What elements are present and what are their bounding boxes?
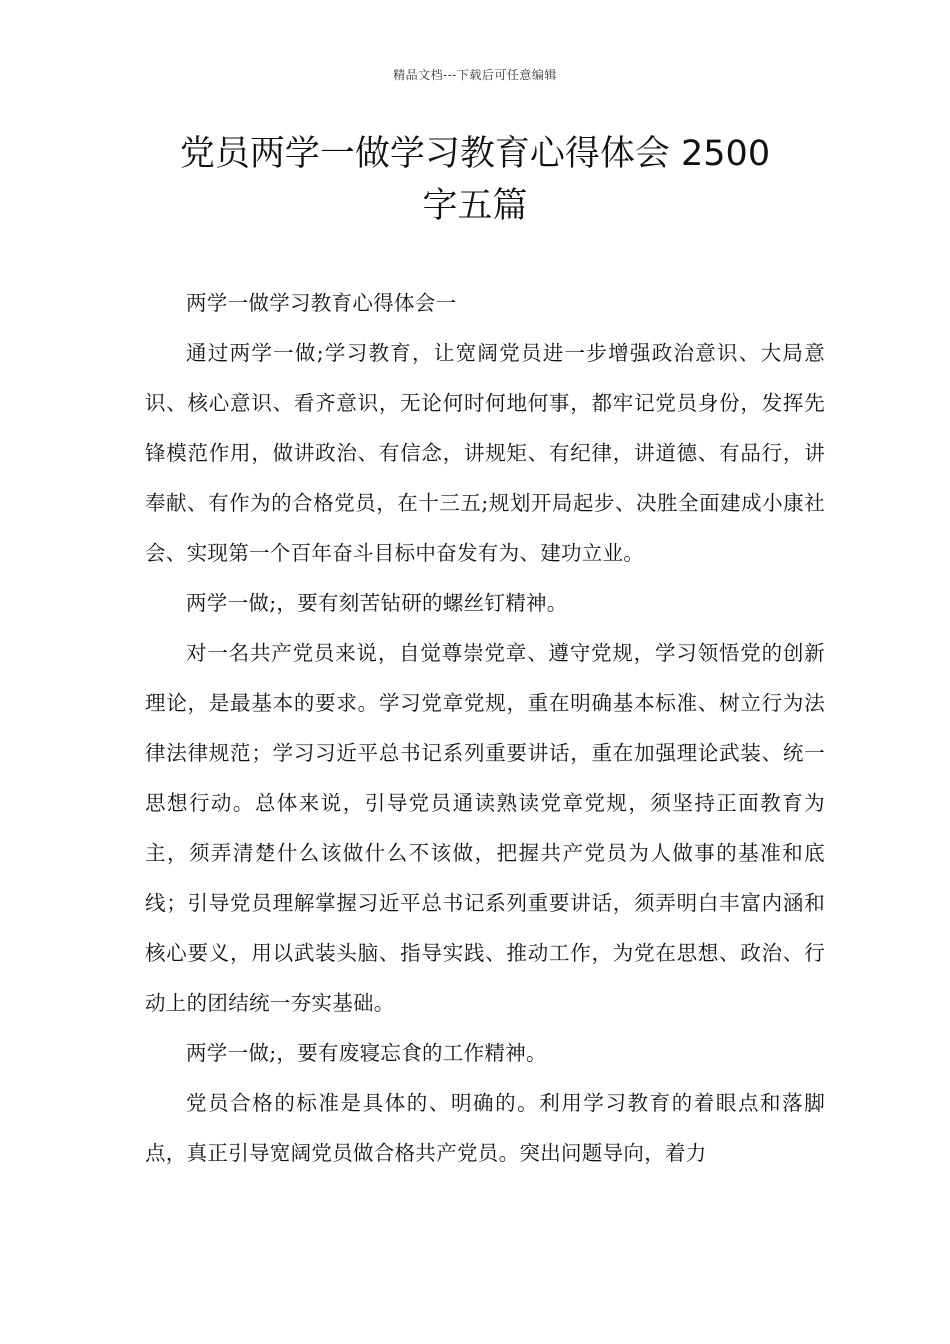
- title-line-1: 党员两学一做学习教育心得体会 2500: [179, 134, 771, 174]
- paragraph: 通过两学一做;学习教育，让宽阔党员进一步增强政治意识、大局意识、核心意识、看齐意识，无论何时何地何事，都牢记党员身份，发挥先锋模范作用，做讲政治、有信念，讲规矩、有纪律，讲道德、有品行，讲奉献、有作为的合格党员，在十三五;规划开局起步、决胜全面建成小康社会、实现第一个百年奋斗目标中奋发有为、建功立业。: [145, 341, 825, 565]
- paragraph: 对一名共产党员来说，自觉尊崇党章、遵守党规，学习领悟党的创新理论，是最基本的要求。学习党章党规，重在明确基本标准、树立行为法律法律规范；学习习近平总书记系列重要讲话，重在加强理论武装、统一思想行动。总体来说，引导党员通读熟读党章党规，须坚持正面教育为主，须弄清楚什么该做什么不该做，把握共产党员为人做事的基准和底线；引导党员理解掌握习近平总书记系列重要讲话，须弄明白丰富内涵和核心要义，用以武装头脑、指导实践、推动工作，为党在思想、政治、行动上的团结统一夯实基础。: [145, 641, 825, 1015]
- section-heading: 两学一做学习教育心得体会一: [186, 291, 457, 315]
- page-title: [100, 128, 850, 232]
- paragraph-subheading: 两学一做;，要有废寝忘食的工作精神。: [186, 1041, 547, 1065]
- paragraph: 党员合格的标准是具体的、明确的。利用学习教育的着眼点和落脚点，真正引导宽阔党员做合格共产党员。突出问题导向，着力: [145, 1091, 825, 1165]
- paragraph-subheading: 两学一做;，要有刻苦钻研的螺丝钉精神。: [186, 591, 568, 615]
- document-body: [145, 278, 825, 1178]
- header-note: 精品文档---下载后可任意编辑: [393, 68, 557, 82]
- title-line-2: 字五篇: [422, 186, 528, 226]
